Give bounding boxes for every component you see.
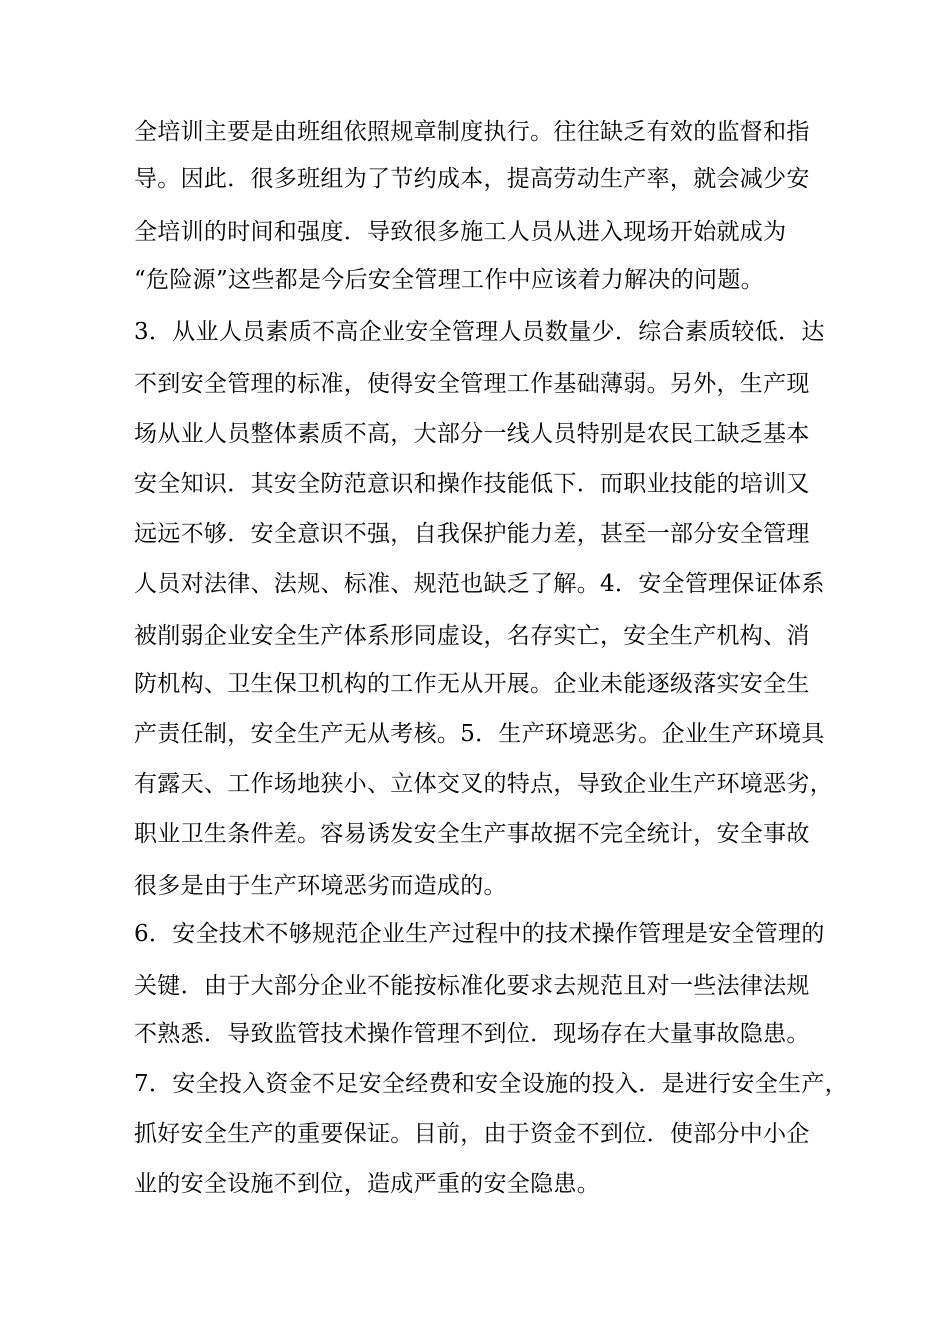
text-line-19: 不熟悉．导致监管技术操作管理不到位．现场存在大量事故隐患。: [134, 1021, 810, 1047]
text-line-3: 全培训的时间和强度．导致很多施工人员从进入现场开始就成为: [134, 219, 787, 245]
text-line-7: 场从业人员整体素质不高，大部分一线人员特别是农民工缺乏基本: [134, 421, 810, 447]
text-line-17: 6．安全技术不够规范企业生产过程中的技术操作管理是安全管理的: [134, 921, 825, 947]
text-line-5: 3．从业人员素质不高企业安全管理人员数量少．综合素质较低．达: [134, 319, 825, 345]
text-line-16: 很多是由于生产环境恶劣而造成的。: [134, 873, 507, 899]
text-line-20: 7．安全投入资金不足安全经费和安全设施的投入．是进行安全生产，: [134, 1071, 848, 1097]
text-line-2: 导。因此．很多班组为了节约成本，提高劳动生产率，就会减少安: [134, 166, 810, 192]
text-line-14: 有露天、工作场地狭小、立体交叉的特点，导致企业生产环境恶劣，: [134, 771, 833, 797]
text-line-18: 关键．由于大部分企业不能按标准化要求去规范且对一些法律法规: [134, 973, 810, 999]
text-line-8: 安全知识．其安全防范意识和操作技能低下．而职业技能的培训又: [134, 471, 810, 497]
text-line-6: 不到安全管理的标准，使得安全管理工作基础薄弱。另外，生产现: [134, 371, 810, 397]
text-line-1: 全培训主要是由班组依照规章制度执行。往往缺乏有效的监督和指: [134, 119, 810, 145]
text-line-9: 远远不够．安全意识不强，自我保护能力差，甚至一部分安全管理: [134, 521, 810, 547]
text-line-22: 业的安全设施不到位，造成严重的安全隐患。: [134, 1171, 600, 1197]
text-line-10: 人员对法律、法规、标准、规范也缺乏了解。4．安全管理保证体系: [134, 571, 825, 597]
text-line-21: 抓好安全生产的重要保证。目前，由于资金不到位．使部分中小企: [134, 1121, 810, 1147]
text-line-13: 产责任制，安全生产无从考核。5．生产环境恶劣。企业生产环境具: [134, 721, 825, 747]
text-line-11: 被削弱企业安全生产体系形同虚设，名存实亡，安全生产机构、消: [134, 623, 810, 649]
text-line-4: “危险源”这些都是今后安全管理工作中应该着力解决的问题。: [134, 267, 764, 293]
text-line-12: 防机构、卫生保卫机构的工作无从开展。企业未能逐级落实安全生: [134, 671, 810, 697]
text-line-15: 职业卫生条件差。容易诱发安全生产事故据不完全统计，安全事故: [134, 821, 810, 847]
